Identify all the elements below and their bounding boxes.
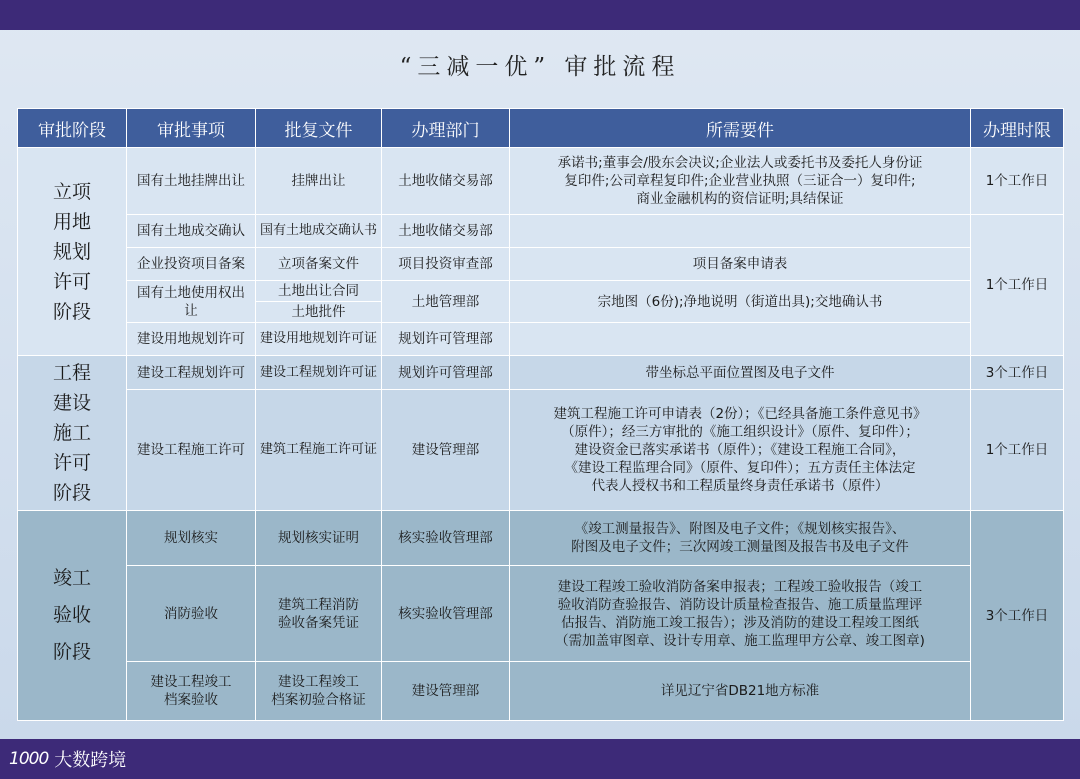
top-banner <box>0 0 1080 30</box>
stage-cell: 立项 用地 规划 许可 阶段 <box>18 148 127 356</box>
stage-cell: 竣工 验收 阶段 <box>18 511 127 721</box>
document-cell: 建设用地规划许可证 <box>256 323 382 356</box>
table-row <box>18 281 1064 302</box>
table-row <box>18 356 1064 390</box>
department-cell: 土地收储交易部 <box>382 148 510 215</box>
table-header-row <box>18 109 1064 148</box>
table-row <box>18 566 1064 662</box>
item-cell: 消防验收 <box>127 566 256 662</box>
header-requirements: 所需要件 <box>510 109 971 148</box>
document-cell: 建筑工程消防 验收备案凭证 <box>256 566 382 662</box>
document-cell: 立项备案文件 <box>256 248 382 281</box>
department-cell: 规划许可管理部 <box>382 356 510 390</box>
department-cell: 土地收储交易部 <box>382 215 510 248</box>
document-cell: 规划核实证明 <box>256 511 382 566</box>
logo-text: 大数跨境 <box>54 750 127 771</box>
item-cell: 规划核实 <box>127 511 256 566</box>
table-row <box>18 323 1064 356</box>
item-cell: 国有土地成交确认 <box>127 215 256 248</box>
item-cell: 建设用地规划许可 <box>127 323 256 356</box>
table-row <box>18 215 1064 248</box>
requirements-cell: 带坐标总平面位置图及电子文件 <box>510 356 971 390</box>
document-cell: 建筑工程施工许可证 <box>256 390 382 511</box>
requirements-cell: 建设工程竣工验收消防备案申报表；工程竣工验收报告（竣工 验收消防查验报告、消防设计质量检查报告、施工质量监理评 估报告、消防施工竣工报告）；涉及消防的建设工程竣工图纸 （需加盖审图章、设计专用章、施工监理甲方公章、竣工图章) <box>510 566 971 662</box>
document-cell: 建设工程竣工 档案初验合格证 <box>256 662 382 721</box>
item-cell: 建设工程竣工 档案验收 <box>127 662 256 721</box>
requirements-cell: 宗地图（6份);净地说明（街道出具);交地确认书 <box>510 281 971 323</box>
item-cell: 建设工程施工许可 <box>127 390 256 511</box>
header-stage: 审批阶段 <box>18 109 127 148</box>
table-row <box>18 148 1064 215</box>
department-cell: 核实验收管理部 <box>382 566 510 662</box>
department-cell: 建设管理部 <box>382 662 510 721</box>
time-limit-cell: 1个工作日 <box>971 148 1064 215</box>
stage-cell: 工程 建设 施工 许可 阶段 <box>18 356 127 511</box>
document-cell: 土地批件 <box>256 302 382 323</box>
header-item: 审批事项 <box>127 109 256 148</box>
requirements-cell: 承诺书;董事会/股东会决议;企业法人或委托书及委托人身份证 复印件;公司章程复印件;企业营业执照（三证合一）复印件; 商业金融机构的资信证明;具结保证 <box>510 148 971 215</box>
time-limit-cell: 3个工作日 <box>971 356 1064 390</box>
time-limit-cell: 1个工作日 <box>971 215 1064 356</box>
table-row <box>18 511 1064 566</box>
time-limit-cell: 3个工作日 <box>971 511 1064 721</box>
brand-logo <box>9 745 126 773</box>
requirements-cell: 《竣工测量报告》、附图及电子文件；《规划核实报告》、 附图及电子文件；三次网竣工测量图及报告书及电子文件 <box>510 511 971 566</box>
logo-mark-icon: 1000 <box>9 749 49 769</box>
header-department: 办理部门 <box>382 109 510 148</box>
requirements-cell: 项目备案申请表 <box>510 248 971 281</box>
department-cell: 项目投资审查部 <box>382 248 510 281</box>
item-cell: 建设工程规划许可 <box>127 356 256 390</box>
approval-table <box>17 108 1064 721</box>
item-cell: 国有土地使用权出让 <box>127 281 256 323</box>
time-limit-cell: 1个工作日 <box>971 390 1064 511</box>
page-title: “三减一优” 审批流程 <box>399 54 681 80</box>
department-cell: 建设管理部 <box>382 390 510 511</box>
item-cell: 企业投资项目备案 <box>127 248 256 281</box>
department-cell: 规划许可管理部 <box>382 323 510 356</box>
department-cell: 土地管理部 <box>382 281 510 323</box>
table-row <box>18 390 1064 511</box>
department-cell: 核实验收管理部 <box>382 511 510 566</box>
table-row <box>18 248 1064 281</box>
document-cell: 建设工程规划许可证 <box>256 356 382 390</box>
requirements-cell: 详见辽宁省DB21地方标准 <box>510 662 971 721</box>
item-cell: 国有土地挂牌出让 <box>127 148 256 215</box>
document-cell: 国有土地成交确认书 <box>256 215 382 248</box>
requirements-cell <box>510 323 971 356</box>
requirements-cell: 建筑工程施工许可申请表（2份）；《已经具备施工条件意见书》 （原件）；经三方审批的《施工组织设计》（原件、复印件）； 建设资金已落实承诺书（原件）；《建设工程施工合同》， 《建设工程监理合同》（原件、复印件）；五方责任主体法定 代表人授权书和工程质量终身责任承诺书（原件） <box>510 390 971 511</box>
document-cell: 挂牌出让 <box>256 148 382 215</box>
header-document: 批复文件 <box>256 109 382 148</box>
table-row <box>18 662 1064 721</box>
footer-banner <box>0 739 1080 779</box>
requirements-cell <box>510 215 971 248</box>
document-cell: 土地出让合同 <box>256 281 382 302</box>
header-time-limit: 办理时限 <box>971 109 1064 148</box>
